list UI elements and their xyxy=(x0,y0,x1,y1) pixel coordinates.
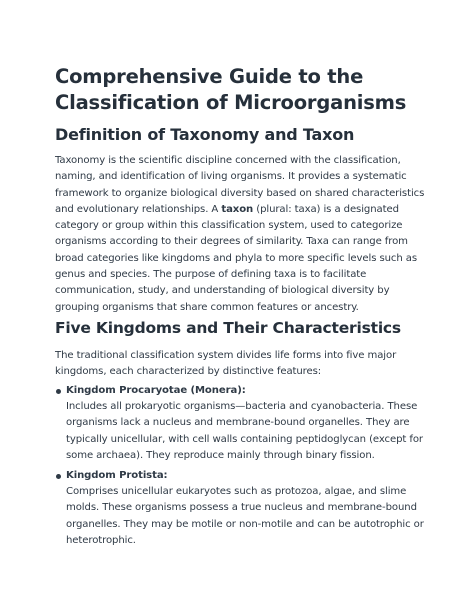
paragraph-bold-term: taxon xyxy=(221,203,254,215)
document-title: Comprehensive Guide to the Classification of Microorganisms xyxy=(55,65,407,114)
paragraph-text-start: Taxonomy is the scientific discipline concerned with the classification, naming, and identification of living organisms. It provides a systematic framework to organize biological diversity based on shared characteristics and evolutionary relationships. A xyxy=(55,155,425,215)
paragraph-text-end: (plural: taxa) is a designated category or group within this classification system, used to categorize organisms according to their degrees of similarity. Taxa can range from broad categories like kingdoms and phyla to more specific levels such as genus and species. The purpose of defining taxa is to facilitate communication, study, and understanding of biological diversity by grouping organisms that share common features or ancestry. xyxy=(55,203,418,313)
list-item-description: Includes all prokaryotic organisms—bacteria and cyanobacteria. These organisms lack a nucleus and membrane-bound organelles. They are typically unicellular, with cell walls containing peptidoglycan (except for some archaea). They reproduce mainly through binary fission. xyxy=(66,401,423,461)
bullet-icon xyxy=(56,389,61,394)
kingdoms-intro-paragraph: The traditional classification system divides life forms into five major kingdoms, each characterized by distinctive features: xyxy=(55,350,397,378)
section-heading-taxonomy: Definition of Taxonomy and Taxon xyxy=(55,125,355,144)
list-item-description: Comprises unicellular eukaryotes such as protozoa, algae, and slime molds. These organisms possess a true nucleus and membrane-bound organelles. They may be motile or non-motile and can be autotrophic or heterotrophic. xyxy=(66,486,424,546)
list-item-title: Kingdom Procaryotae (Monera): xyxy=(66,385,246,396)
section-heading-kingdoms: Five Kingdoms and Their Characteristics xyxy=(55,319,401,337)
bullet-icon xyxy=(56,474,61,479)
taxonomy-paragraph xyxy=(55,153,427,316)
list-item-title: Kingdom Protista: xyxy=(66,470,168,481)
